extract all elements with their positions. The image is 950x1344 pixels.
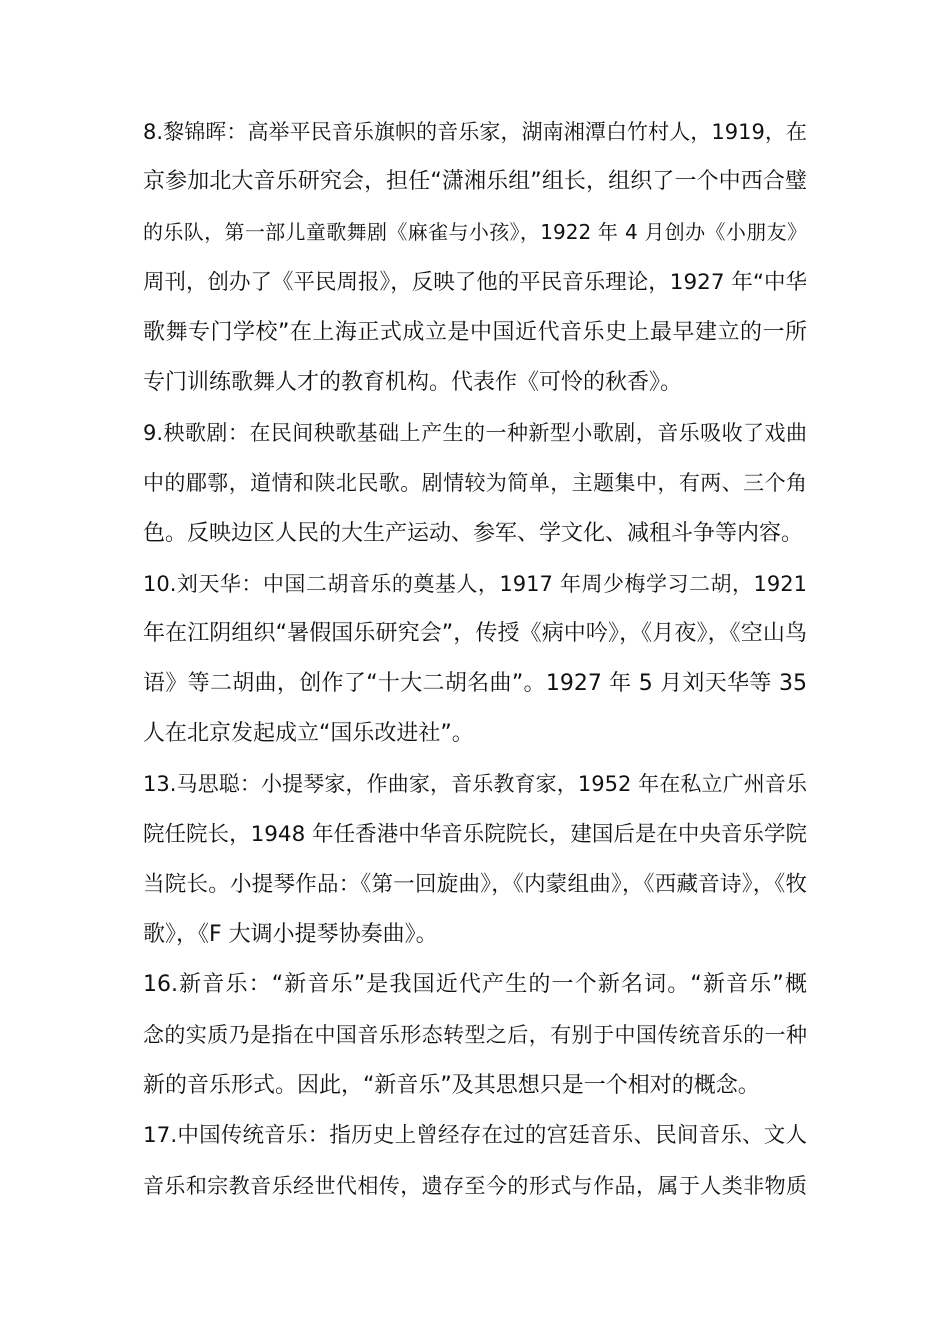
text-line: 的乐队，第一部儿童歌舞剧《麻雀与小孩》，1922 年 4 月创办《小朋友》: [143, 220, 807, 245]
text-line: 9.秧歌剧：在民间秧歌基础上产生的一种新型小歌剧，音乐吸收了戏曲: [143, 421, 807, 446]
text-line: 专门训练歌舞人才的教育机构。代表作《可怜的秋香》。: [143, 369, 683, 395]
text-line: 中的郿鄠，道情和陕北民歌。剧情较为简单，主题集中，有两、三个角: [143, 471, 807, 496]
text-line: 8.黎锦晖：高举平民音乐旗帜的音乐家，湖南湘潭白竹村人，1919，在: [143, 120, 807, 144]
text-line: 歌》，《F 大调小提琴协奏曲》。: [143, 922, 438, 947]
text-line: 16.新音乐：“新音乐”是我国近代产生的一个新名词。“新音乐”概: [143, 972, 807, 998]
text-line: 人在北京发起成立“国乐改进社”。: [143, 721, 474, 747]
text-line: 音乐和宗教音乐经世代相传，遗存至今的形式与作品，属于人类非物质: [143, 1173, 807, 1198]
text-line: 语》等二胡曲，创作了“十大二胡名曲”。1927 年 5 月刘天华等 35: [143, 671, 807, 697]
text-line: 17.中国传统音乐：指历史上曾经存在过的宫廷音乐、民间音乐、文人: [143, 1122, 807, 1148]
entry-16-new-music: [143, 960, 807, 1111]
text-line: 京参加北大音乐研究会，担任“潇湘乐组”组长，组织了一个中西合璧: [143, 169, 807, 195]
text-line: 13.马思聪：小提琴家，作曲家，音乐教育家，1952 年在私立广州音乐: [143, 772, 807, 797]
text-line: 念的实质乃是指在中国音乐形态转型之后，有别于中国传统音乐的一种: [143, 1023, 807, 1048]
text-line: 10.刘天华：中国二胡音乐的奠基人，1917 年周少梅学习二胡，1921: [143, 571, 807, 596]
text-line: 歌舞专门学校”在上海正式成立是中国近代音乐史上最早建立的一所: [143, 319, 807, 345]
entry-9-yangge-opera: [143, 408, 807, 559]
entry-10-liu-tianhua: [143, 559, 807, 760]
document-body: [143, 107, 807, 1211]
text-line: 院任院长，1948 年任香港中华音乐院院长，建国后是在中央音乐学院: [143, 821, 807, 847]
text-line: 当院长。小提琴作品：《第一回旋曲》，《内蒙组曲》，《西藏音诗》，《牧: [143, 871, 807, 897]
entry-17-traditional-music: [143, 1111, 807, 1211]
text-line: 周刊，创办了《平民周报》，反映了他的平民音乐理论，1927 年“中华: [143, 269, 807, 295]
text-line: 新的音乐形式。因此，“新音乐”及其思想只是一个相对的概念。: [143, 1072, 760, 1098]
text-line: 色。反映边区人民的大生产运动、参军、学文化、减租斗争等内容。: [143, 520, 804, 546]
text-line: 年在江阴组织“暑假国乐研究会”，传授《病中吟》，《月夜》，《空山鸟: [143, 620, 807, 646]
entry-8-li-jinhui: [143, 107, 807, 408]
entry-13-ma-sicong: [143, 759, 807, 960]
